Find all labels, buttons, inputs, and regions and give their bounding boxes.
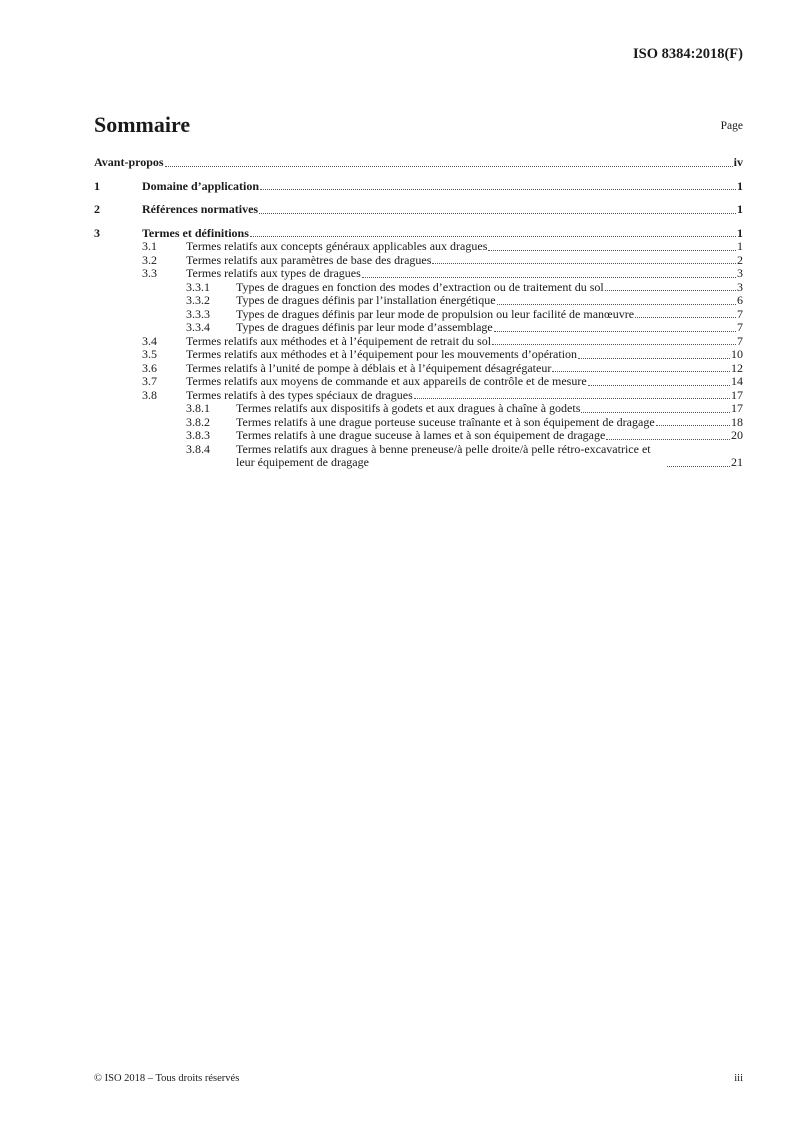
toc-page: 18 [731, 414, 743, 429]
toc-entry-3-8-2[interactable] [94, 416, 743, 430]
toc-number: 3.8.3 [186, 428, 210, 442]
toc-number: 3.3.1 [186, 279, 210, 294]
toc-entry-3-4[interactable] [94, 335, 743, 349]
toc-page: 17 [731, 401, 743, 415]
toc-number: 3.8.2 [186, 414, 210, 429]
toc-entry-3-8[interactable] [94, 389, 743, 403]
toc-label: Références normatives [142, 202, 259, 216]
dot-leader [656, 425, 730, 426]
toc-label: Termes relatifs aux concepts généraux applicables aux dragues [186, 239, 488, 253]
toc-label: Avant-propos [94, 155, 164, 169]
toc-label: Termes relatifs aux méthodes et à l’équipement pour les mouvements d’opération [186, 347, 578, 361]
toc-entry-3-3-1[interactable] [94, 281, 743, 295]
toc-number: 1 [94, 178, 100, 193]
toc-number: 2 [94, 202, 100, 216]
toc-page: 12 [731, 360, 743, 375]
page-title: Sommaire [94, 112, 191, 137]
toc-number: 3.3.2 [186, 293, 210, 307]
dot-leader [432, 263, 736, 264]
toc-page: 3 [737, 266, 743, 280]
dot-leader [497, 304, 736, 305]
toc-label: Domaine d’application [142, 178, 260, 193]
toc-entry-3-5[interactable] [94, 348, 743, 362]
toc-page: 21 [731, 455, 743, 469]
toc-entry-3-8-1[interactable] [94, 402, 743, 416]
toc-entry-2[interactable] [94, 203, 743, 217]
toc-label: Termes relatifs aux dragues à benne preneuse/à pelle droite/à pelle rétro-excavatrice et leur équipement de dragage [236, 441, 651, 469]
toc-page: 10 [731, 347, 743, 361]
dot-leader [494, 331, 736, 332]
toc-label: Termes relatifs aux paramètres de base des dragues [186, 252, 432, 267]
dot-leader [635, 317, 736, 318]
toc-entry-1[interactable] [94, 180, 743, 194]
toc-page: iv [733, 155, 743, 169]
dot-leader [414, 398, 730, 399]
toc-page: 1 [737, 178, 743, 193]
toc-number: 3.7 [142, 374, 157, 388]
dot-leader [250, 236, 736, 237]
dot-leader [362, 277, 736, 278]
toc-number: 3.3.4 [186, 320, 210, 334]
toc-number: 3.2 [142, 252, 157, 267]
page-column-label: Page [720, 120, 743, 132]
toc-label: Types de dragues en fonction des modes d’extraction ou de traitement du sol [236, 279, 604, 294]
toc-page: 17 [731, 387, 743, 402]
toc-page: 7 [737, 333, 743, 348]
toc-entry-3-2[interactable] [94, 254, 743, 268]
toc-label: Types de dragues définis par leur mode d’assemblage [236, 320, 493, 334]
toc-entry-3[interactable] [94, 227, 743, 241]
toc-label: Termes relatifs à une drague suceuse à lames et à son équipement de dragage [236, 428, 606, 442]
dot-leader [606, 439, 730, 440]
toc-entry-3-6[interactable] [94, 362, 743, 376]
dot-leader [581, 412, 730, 413]
toc-number: 3.8 [142, 387, 157, 402]
dot-leader [492, 344, 736, 345]
toc-label: Termes relatifs aux méthodes et à l’équipement de retrait du sol [186, 333, 492, 348]
toc-page: 7 [737, 306, 743, 321]
toc-entry-3-8-3[interactable] [94, 429, 743, 443]
dot-leader [552, 371, 730, 372]
toc-page: 7 [737, 320, 743, 334]
toc-page: 1 [737, 239, 743, 253]
toc-label: Termes relatifs aux moyens de commande et aux appareils de contrôle et de mesure [186, 374, 587, 388]
toc-number: 3 [94, 225, 100, 240]
toc-page: 1 [737, 202, 743, 216]
toc-number: 3.5 [142, 347, 157, 361]
toc-label: Termes relatifs aux types de dragues [186, 266, 361, 280]
document-id: ISO 8384:2018(F) [633, 46, 743, 62]
toc-entry-3-3-2[interactable] [94, 294, 743, 308]
dot-leader [588, 385, 730, 386]
toc-number: 3.3 [142, 266, 157, 280]
dot-leader [488, 250, 736, 251]
toc-entry-avant-propos[interactable] [94, 156, 743, 170]
toc-entry-3-8-4[interactable] [94, 443, 743, 470]
dot-leader [578, 358, 730, 359]
toc-label: Types de dragues définis par leur mode de propulsion ou leur facilité de manœuvre [236, 306, 635, 321]
toc-number: 3.3.3 [186, 306, 210, 321]
dot-leader [667, 466, 730, 467]
toc-entry-3-1[interactable] [94, 240, 743, 254]
toc-page: 14 [731, 374, 743, 388]
toc-label: Termes relatifs à des types spéciaux de dragues [186, 387, 413, 402]
toc-label: Termes relatifs à l’unité de pompe à déblais et à l’équipement désagrégateur [186, 360, 552, 375]
dot-leader [165, 166, 733, 167]
toc-number: 3.4 [142, 333, 157, 348]
toc-label: Types de dragues définis par l’installation énergétique [236, 293, 496, 307]
toc-number: 3.1 [142, 239, 157, 253]
toc-entry-3-3-4[interactable] [94, 321, 743, 335]
page-number: iii [734, 1073, 743, 1084]
toc-number: 3.8.4 [186, 441, 210, 456]
toc-entry-3-7[interactable] [94, 375, 743, 389]
toc-entry-3-3-3[interactable] [94, 308, 743, 322]
dot-leader [605, 290, 736, 291]
toc-label: Termes relatifs à une drague porteuse suceuse traînante et à son équipement de dragage [236, 414, 655, 429]
toc-page: 20 [731, 428, 743, 442]
toc-label: Termes relatifs aux dispositifs à godets et aux dragues à chaîne à godets [236, 401, 581, 415]
toc-page: 6 [737, 293, 743, 307]
toc-page: 2 [737, 252, 743, 267]
toc-page: 3 [737, 279, 743, 294]
toc-number: 3.6 [142, 360, 157, 375]
toc-label: Termes et définitions [142, 225, 249, 240]
table-of-contents [94, 156, 743, 470]
toc-number: 3.8.1 [186, 401, 210, 415]
dot-leader [260, 189, 736, 190]
dot-leader [259, 213, 736, 214]
copyright-notice: © ISO 2018 – Tous droits réservés [94, 1073, 240, 1084]
toc-entry-3-3[interactable] [94, 267, 743, 281]
toc-page: 1 [737, 225, 743, 240]
